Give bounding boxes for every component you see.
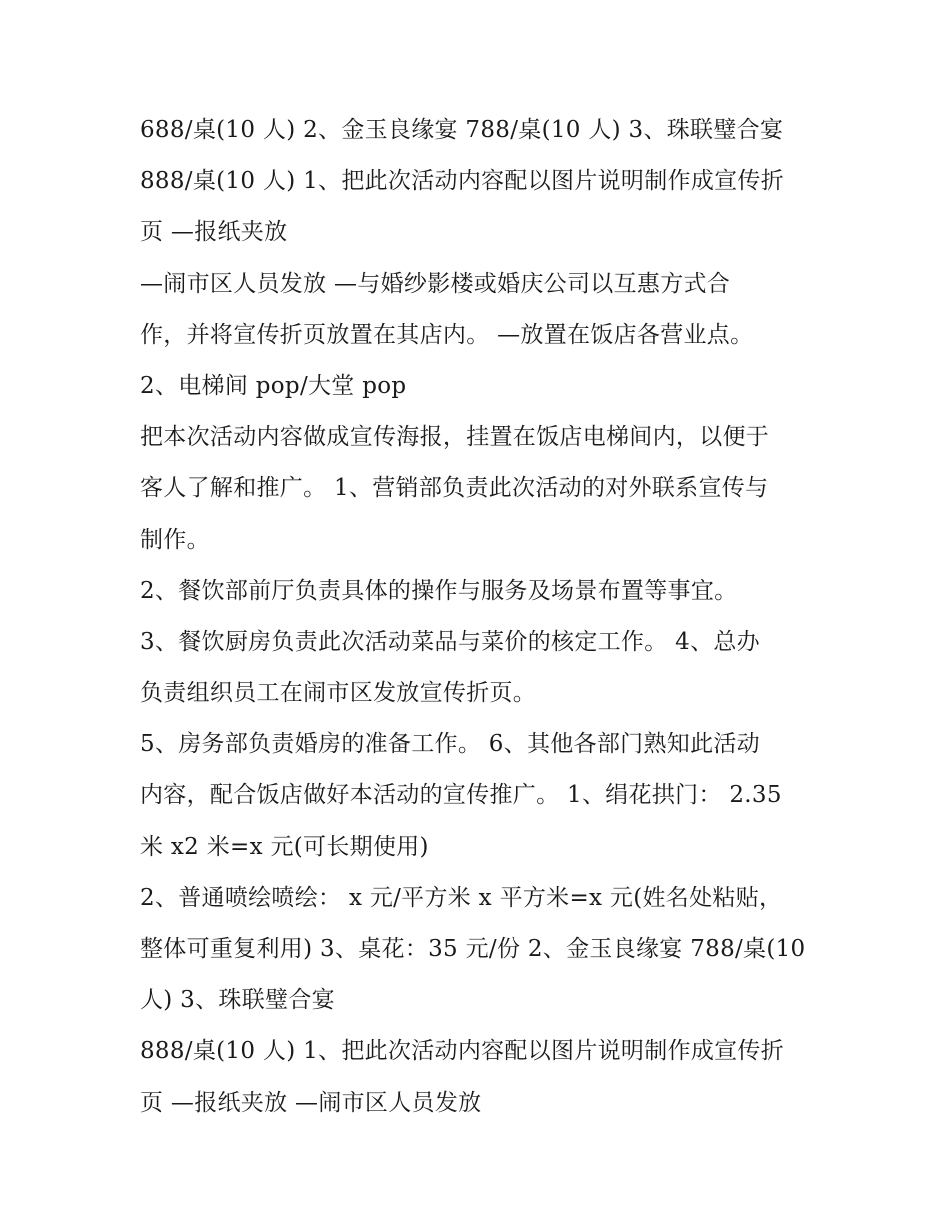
text-line: 米 x2 米=x 元(可长期使用) xyxy=(140,833,429,860)
text-line: 把本次活动内容做成宣传海报，挂置在饭店电梯间内，以便于 xyxy=(140,424,770,451)
text-line: 2、普通喷绘喷绘： x 元/平方米 x 平方米=x 元(姓名处粘贴， xyxy=(140,884,783,911)
text-line: 整体可重复利用) 3、桌花：35 元/份 2、金玉良缘宴 788/桌(10 xyxy=(140,936,806,962)
text-line: 2、电梯间 pop/大堂 pop xyxy=(140,372,407,399)
text-line: 2、餐饮部前厅负责具体的操作与服务及场景布置等事宜。 xyxy=(140,577,738,604)
text-line: 页 —报纸夹放 —闹市区人员发放 xyxy=(140,1089,482,1116)
text-line: 客人了解和推广。 1、营销部负责此次活动的对外联系宣传与 xyxy=(140,475,769,502)
text-line: 人) 3、珠联璧合宴 xyxy=(140,987,335,1014)
text-line: 5、房务部负责婚房的准备工作。 6、其他各部门熟知此活动 xyxy=(140,731,760,758)
text-line: —闹市区人员发放 —与婚纱影楼或婚庆公司以互惠方式合 xyxy=(140,270,731,297)
text-line: 作，并将宣传折页放置在其店内。 —放置在饭店各营业点。 xyxy=(140,321,754,348)
text-line: 页 —报纸夹放 xyxy=(140,219,288,246)
text-line: 负责组织员工在闹市区发放宣传折页。 xyxy=(140,680,537,707)
text-line: 888/桌(10 人) 1、把此次活动内容配以图片说明制作成宣传折 xyxy=(140,168,785,195)
text-line: 制作。 xyxy=(140,526,210,553)
text-line: 内容，配合饭店做好本活动的宣传推广。 1、绢花拱门： 2.35 xyxy=(140,782,782,809)
text-line: 3、餐饮厨房负责此次活动菜品与菜价的核定工作。 4、总办 xyxy=(140,628,760,655)
text-line: 888/桌(10 人) 1、把此次活动内容配以图片说明制作成宣传折 xyxy=(140,1038,785,1065)
text-line: 688/桌(10 人) 2、金玉良缘宴 788/桌(10 人) 3、珠联璧合宴 xyxy=(140,117,784,143)
document-body xyxy=(140,110,820,1134)
